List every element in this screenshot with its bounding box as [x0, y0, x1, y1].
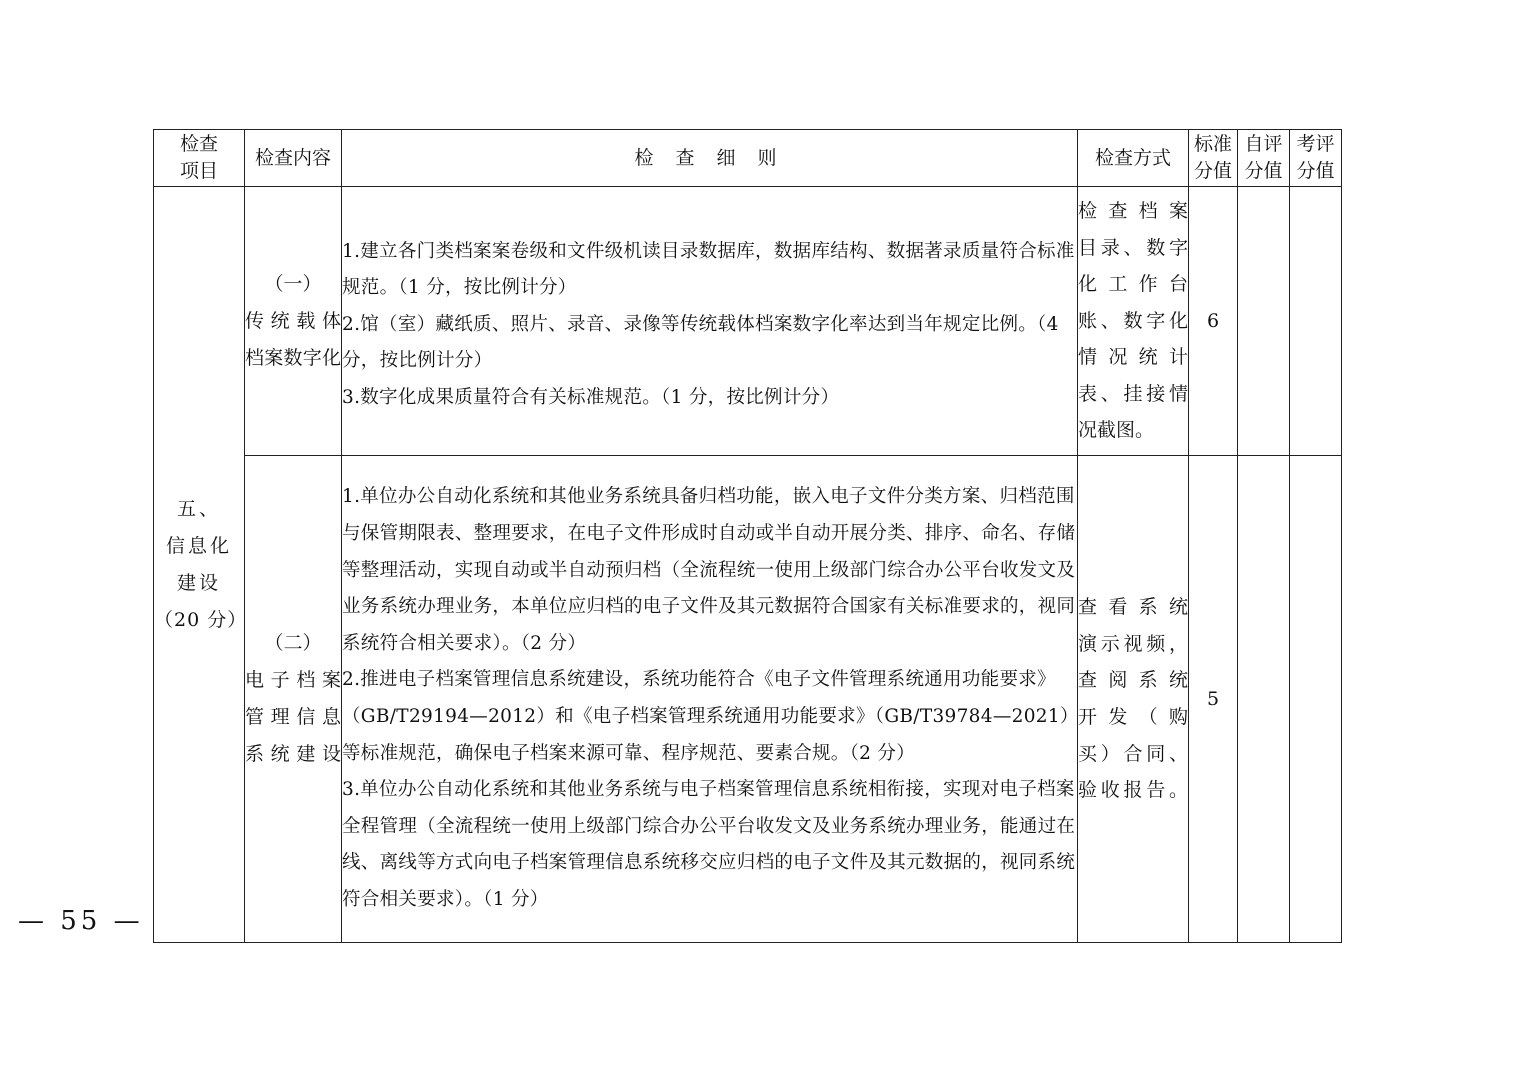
eval-score-cell [1290, 187, 1342, 456]
content-line: 档案数字化 [245, 346, 341, 369]
eval-score-cell [1290, 456, 1342, 943]
method-line: 演示视频， [1078, 632, 1188, 655]
header-eval-score-line: 分值 [1296, 160, 1335, 182]
content-line: 系统建设 [245, 743, 341, 765]
header-self-score-line: 自评 [1244, 133, 1283, 155]
header-detail: 检 查 细 则 [342, 130, 1078, 187]
method-cell [1078, 187, 1189, 456]
standard-score-cell: 6 [1189, 187, 1238, 456]
method-line: 开发（购 [1078, 706, 1188, 728]
content-line: （二） [264, 632, 322, 654]
header-project-line: 项目 [179, 160, 218, 182]
content-cell [245, 187, 342, 456]
method-line: 检查档案 [1078, 199, 1188, 222]
table-row [154, 187, 1342, 456]
detail-item: 3.单位办公自动化系统和其他业务系统与电子档案管理信息系统相衔接，实现对电子档案全程管理（全流程统一使用上级部门综合办公平台收发文及业务系统办理业务，能通过在线、离线等方式向电子档案管理信息系统移交应归档的电子文件及其元数据的，视同系统符合相关要求）。（1 分） [342, 779, 1076, 910]
header-standard-score-line: 标准 [1193, 133, 1232, 155]
detail-cell [342, 187, 1078, 456]
detail-item: 1.单位办公自动化系统和其他业务系统具备归档功能，嵌入电子文件分类方案、归档范围与保管期限表、整理要求，在电子文件形成时自动或半自动开展分类、排序、命名、存储等整理活动，实现自动或半自动预归档（全流程统一使用上级部门综合办公平台收发文及业务系统办理业务，本单位应归档的电子文件及其元数据符合国家有关标准要求的，视同系统符合相关要求）。（2 分） [342, 486, 1076, 654]
project-line: 建设 [176, 571, 221, 594]
header-self-score [1238, 130, 1290, 187]
method-line: 买）合同、 [1078, 742, 1188, 765]
header-standard-score [1189, 130, 1238, 187]
detail-item: 1.建立各门类档案案卷级和文件级机读目录数据库，数据库结构、数据著录质量符合标准规范。（1 分，按比例计分） [342, 240, 1075, 299]
header-method: 检查方式 [1078, 130, 1189, 187]
self-score-cell [1238, 456, 1290, 943]
method-line: 查阅系统 [1078, 669, 1188, 692]
content-line: 传统载体 [245, 309, 341, 332]
header-self-score-line: 分值 [1244, 160, 1283, 182]
header-eval-score [1290, 130, 1342, 187]
project-line: 五、 [176, 497, 221, 520]
detail-cell [342, 456, 1078, 943]
content-line: （一） [264, 272, 322, 295]
header-project-line: 检查 [179, 133, 218, 155]
method-cell [1078, 456, 1189, 943]
project-cell [154, 187, 248, 943]
inspection-table [153, 129, 1342, 943]
method-line: 情况统计 [1078, 346, 1188, 369]
method-line: 况截图。 [1078, 419, 1155, 442]
method-line: 账、数字化 [1078, 309, 1188, 332]
method-line: 目录、数字 [1078, 236, 1188, 259]
detail-item: 2.推进电子档案管理信息系统建设，系统功能符合《电子文件管理系统通用功能要求》（GB/T29194—2012）和《电子档案管理系统通用功能要求》（GB/T39784—2021）等标准规范，确保电子档案来源可靠、程序规范、要素合规。（2 分） [342, 669, 1070, 764]
content-line: 电子档案 [245, 669, 341, 691]
content-line: 管理信息 [245, 706, 341, 728]
project-line: （20 分） [154, 608, 248, 631]
method-line: 表、挂接情 [1078, 382, 1188, 405]
method-line: 验收报告。 [1078, 779, 1188, 802]
self-score-cell [1238, 187, 1290, 456]
header-eval-score-line: 考评 [1296, 133, 1335, 155]
header-project [154, 130, 245, 187]
header-row [154, 130, 1342, 187]
standard-score-cell: 5 [1189, 456, 1238, 943]
detail-item: 3.数字化成果质量符合有关标准规范。（1 分，按比例计分） [342, 386, 840, 408]
detail-item: 2.馆（室）藏纸质、照片、录音、录像等传统载体档案数字化率达到当年规定比例。（4 分，按比例计分） [342, 313, 1059, 372]
header-standard-score-line: 分值 [1193, 160, 1232, 182]
method-line: 化工作台 [1078, 273, 1188, 296]
project-line: 信息化 [165, 534, 232, 557]
table-row [154, 456, 1342, 943]
page-number: — 55 — [18, 906, 144, 936]
header-content: 检查内容 [245, 130, 342, 187]
content-cell [245, 456, 342, 943]
method-line: 查看系统 [1078, 596, 1188, 619]
